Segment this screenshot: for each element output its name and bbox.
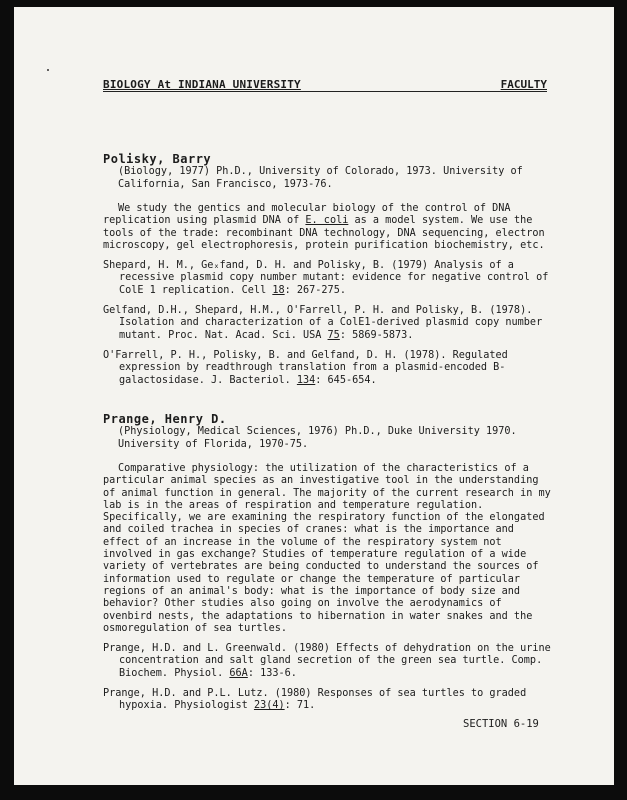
- faculty-info-line-1: (Physiology, Medical Sciences, 1976) Ph.D., Duke University 1970.: [118, 426, 517, 437]
- header-title: BIOLOGY At INDIANA UNIVERSITY: [103, 78, 301, 91]
- faculty-info-line-2: University of Florida, 1970-75.: [118, 438, 309, 450]
- research-description: Comparative physiology: the utilization of the characteristics of a particular animal species as an investigative tool in the understanding of animal function in general. The majority of the current research in my lab is in the areas of respiration and temperature regulation. Specifically, we are examining the respiratory function of the elongated and coiled trachea in species of cranes: what is the importance and effect of an increase in the volume of the respiratory system not involved in gas exchange? Studies of temperature regulation of a wide variety of vertebrates are being conducted to understand the sources of information used to regulate or change the temperature of particular regions of an animal's body: what is the importance of body size and behavior? Other studies also going on involve the aerodynamics of ovenbird nests, the adaptations to hibernation in water snakes and the osmoregulation of sea turtles.: [103, 463, 551, 634]
- faculty-entry-prange: [103, 412, 551, 713]
- research-description: We study the gentics and molecular biology of the control of DNA replication using plasmid DNA of E. coli as a model system. We use the tools of the trade: recombinant DNA technology, DNA sequencing, electron microscopy, gel electrophoresis, protein purification biochemistry, etc.: [103, 203, 545, 251]
- document-page: [14, 7, 614, 785]
- publication-reference: Prange, H.D. and P.L. Lutz. (1980) Responses of sea turtles to graded hypoxia. Physiologist 23(4): 71.: [103, 688, 527, 712]
- publication-reference: Gelfand, D.H., Shepard, H.M., O'Farrell, P. H. and Polisky, B. (1978). Isolation and characterization of a ColE1-derived plasmid copy number mutant. Proc. Nat. Acad. Sci. USA 75: 5869-5873.: [103, 305, 543, 341]
- page-header: [103, 70, 547, 92]
- faculty-info-line-1: (Biology, 1977) Ph.D., University of Colorado, 1973. University of: [118, 166, 523, 177]
- publication-reference: O'Farrell, P. H., Polisky, B. and Gelfand, D. H. (1978). Regulated expression by readthrough translation from a plasmid-encoded B-galactosidase. J. Bacteriol. 134: 645-654.: [103, 349, 508, 386]
- faculty-entry-polisky: [103, 152, 551, 387]
- publication-reference: Shepard, H. M., Geₓfand, D. H. and Polisky, B. (1979) Analysis of a recessive plasmid copy number mutant: evidence for negative control of ColE 1 replication. Cell 18: 267-275.: [103, 260, 549, 296]
- faculty-name: Prange, Henry D.: [103, 412, 227, 426]
- publication-reference: Prange, H.D. and L. Greenwald. (1980) Effects of dehydration on the urine concentration and salt gland secretion of the green sea turtle. Comp. Biochem. Physiol. 66A: 133-6.: [103, 643, 551, 679]
- faculty-info-line-2: California, San Francisco, 1973-76.: [118, 178, 333, 190]
- page-footer-section-number: SECTION 6-19: [463, 718, 539, 730]
- header-section: FACULTY: [500, 78, 547, 91]
- header-rule: [103, 91, 547, 92]
- speck-mark: [47, 69, 49, 71]
- faculty-name: Polisky, Barry: [103, 152, 212, 166]
